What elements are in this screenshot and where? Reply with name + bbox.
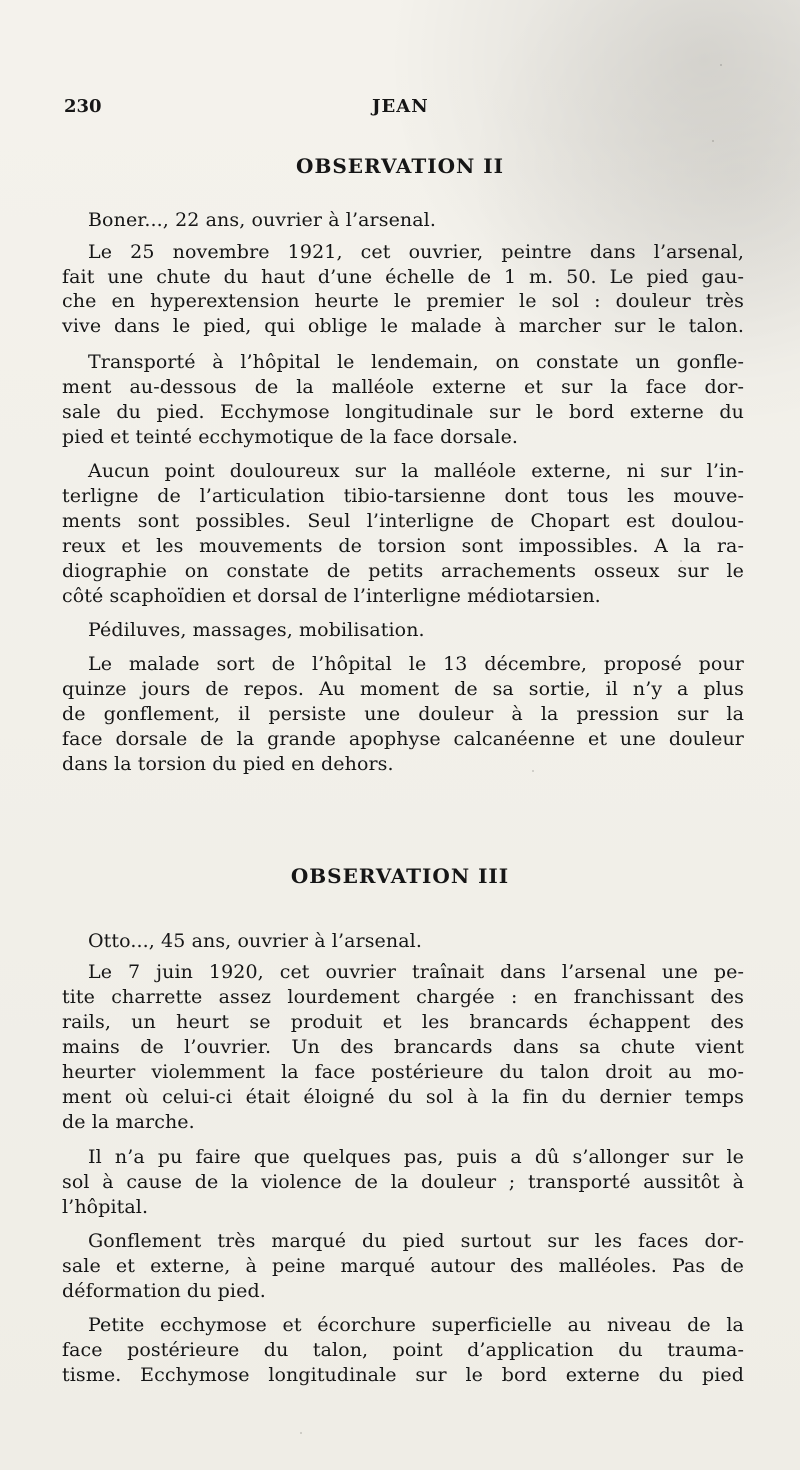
paper-speck — [300, 1432, 302, 1434]
observation-iii-line-4: rails, un heurt se produit et les brancards échappent des — [62, 1011, 744, 1033]
observation-iii-line-16: face postérieure du talon, point d’application du trauma- — [62, 1339, 744, 1361]
observation-iii-line-17: tisme. Ecchymose longitudinale sur le bord externe du pied — [62, 1364, 744, 1386]
paper-speck — [712, 140, 714, 142]
observation-ii-line-3: fait une chute du haut d’une échelle de 1 m. 50. Le pied gau- — [62, 266, 744, 288]
observation-iii-line-13: sale et externe, à peine marqué autour des malléoles. Pas de — [62, 1255, 744, 1277]
observation-iii-line-3: tite charrette assez lourdement chargée : en franchissant des — [62, 986, 744, 1008]
observation-ii-line-17: Le malade sort de l’hôpital le 13 décembre, proposé pour — [88, 653, 744, 675]
observation-ii-line-6: Transporté à l’hôpital le lendemain, on constate un gonfle- — [88, 351, 744, 373]
observation-ii-line-7: ment au-dessous de la malléole externe et sur la face dor- — [62, 376, 744, 398]
observation-ii-line-8: sale du pied. Ecchymose longitudinale sur le bord externe du — [62, 401, 744, 423]
section-title-observation-iii: OBSERVATION III — [290, 864, 510, 888]
running-head: JEAN — [372, 96, 429, 117]
observation-iii-line-14: déformation du pied. — [62, 1280, 266, 1302]
section-title-observation-ii: OBSERVATION II — [296, 154, 504, 178]
observation-ii-line-19: de gonflement, il persiste une douleur à la pression sur la — [62, 703, 744, 725]
observation-iii-line-15: Petite ecchymose et écorchure superficielle au niveau de la — [88, 1314, 744, 1336]
observation-iii-line-11: l’hôpital. — [62, 1196, 149, 1218]
observation-iii-line-8: de la marche. — [62, 1111, 195, 1133]
observation-ii-line-14: diographie on constate de petits arrachements osseux sur le — [62, 560, 744, 582]
observation-iii-line-10: sol à cause de la violence de la douleur ; transporté aussitôt à — [62, 1171, 744, 1193]
observation-ii-line-21: dans la torsion du pied en dehors. — [62, 753, 394, 775]
page-header — [64, 96, 764, 120]
observation-iii-line-2: Le 7 juin 1920, cet ouvrier traînait dans l’arsenal une pe- — [88, 961, 744, 983]
observation-iii-line-1: Otto..., 45 ans, ouvrier à l’arsenal. — [88, 930, 422, 952]
paper-speck — [532, 770, 534, 772]
observation-ii-line-2: Le 25 novembre 1921, cet ouvrier, peintre dans l’arsenal, — [88, 241, 744, 263]
observation-iii-line-12: Gonflement très marqué du pied surtout sur les faces dor- — [88, 1230, 744, 1252]
page-number: 230 — [64, 96, 102, 117]
observation-iii-line-6: heurter violemment la face postérieure du talon droit au mo- — [62, 1061, 744, 1083]
observation-iii-line-5: mains de l’ouvrier. Un des brancards dans sa chute vient — [62, 1036, 744, 1058]
observation-ii-line-20: face dorsale de la grande apophyse calcanéenne et une douleur — [62, 728, 744, 750]
paper-speck — [720, 64, 722, 66]
observation-ii-line-4: che en hyperextension heurte le premier le sol : douleur très — [62, 290, 744, 312]
observation-ii-line-16: Pédiluves, massages, mobilisation. — [88, 619, 425, 641]
observation-ii-line-12: ments sont possibles. Seul l’interligne de Chopart est doulou- — [62, 510, 744, 532]
observation-ii-line-18: quinze jours de repos. Au moment de sa sortie, il n’y a plus — [62, 678, 744, 700]
observation-ii-line-15: côté scaphoïdien et dorsal de l’interligne médiotarsien. — [62, 585, 601, 607]
observation-iii-line-7: ment où celui-ci était éloigné du sol à la fin du dernier temps — [62, 1086, 744, 1108]
observation-ii-line-9: pied et teinté ecchymotique de la face dorsale. — [62, 426, 519, 448]
observation-ii-line-11: terligne de l’articulation tibio-tarsienne dont tous les mouve- — [62, 485, 744, 507]
observation-ii-line-10: Aucun point douloureux sur la malléole externe, ni sur l’in- — [88, 460, 744, 482]
observation-ii-line-5: vive dans le pied, qui oblige le malade à marcher sur le talon. — [62, 315, 744, 337]
observation-iii-line-9: Il n’a pu faire que quelques pas, puis a dû s’allonger sur le — [88, 1146, 744, 1168]
observation-ii-line-1: Boner..., 22 ans, ouvrier à l’arsenal. — [88, 209, 436, 231]
observation-ii-line-13: reux et les mouvements de torsion sont impossibles. A la ra- — [62, 535, 744, 557]
